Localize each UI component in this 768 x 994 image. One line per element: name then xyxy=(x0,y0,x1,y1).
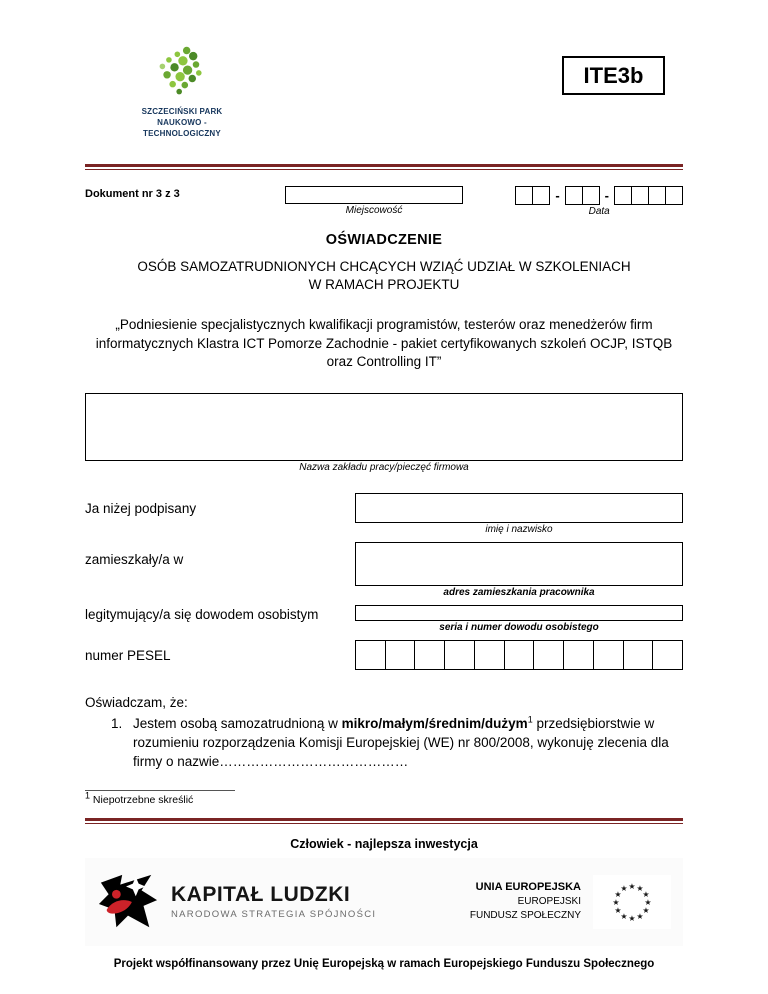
eu-line1: UNIA EUROPEJSKA xyxy=(475,880,581,893)
svg-text:★: ★ xyxy=(612,897,620,907)
document-title: OŚWIADCZENIE xyxy=(325,232,443,248)
address-label: zamieszkały/a w xyxy=(85,552,184,568)
pesel-digit-cell[interactable] xyxy=(385,640,416,670)
svg-text:★: ★ xyxy=(636,883,644,893)
id-card-row xyxy=(85,605,683,633)
pesel-row xyxy=(85,640,683,670)
doc-number: Dokument nr 3 z 3 xyxy=(85,188,180,200)
org-name-line1: SZCZECIŃSKI PARK xyxy=(141,107,223,116)
pesel-digit-cell[interactable] xyxy=(652,640,683,670)
place-field-group xyxy=(285,186,463,216)
name-input[interactable] xyxy=(355,493,683,523)
place-input[interactable] xyxy=(285,186,463,204)
cofinancing-statement: Projekt współfinansowany przez Unię Europejską w ramach Europejskiego Funduszu Społecznego xyxy=(113,957,655,970)
document-subtitle-line1: OSÓB SAMOZATRUDNIONYCH CHCĄCYCH WZIĄĆ UDZIAŁ W SZKOLENIACH xyxy=(137,259,631,274)
divider-top xyxy=(85,164,683,170)
pesel-digit-cell[interactable] xyxy=(355,640,386,670)
date-cell[interactable] xyxy=(614,186,632,205)
address-row xyxy=(85,542,683,598)
id-card-input[interactable] xyxy=(355,605,683,621)
svg-text:★: ★ xyxy=(642,905,650,915)
eu-logo-block xyxy=(470,875,671,929)
date-cell[interactable] xyxy=(665,186,683,205)
declaration-item-1 xyxy=(85,715,683,772)
svg-text:★: ★ xyxy=(628,913,636,923)
pesel-digit-cell[interactable] xyxy=(593,640,624,670)
declaration-section xyxy=(85,694,683,772)
date-year-cells xyxy=(614,186,683,205)
date-separator: - xyxy=(604,188,609,203)
footnote-divider xyxy=(85,790,235,791)
declaration-bold-options: mikro/małym/średnim/dużym xyxy=(341,715,528,731)
footer-logos xyxy=(85,858,683,946)
pesel-label: numer PESEL xyxy=(85,648,171,664)
svg-text:★: ★ xyxy=(636,911,644,921)
declaration-item-number: 1. xyxy=(111,715,123,731)
address-caption: adres zamieszkania pracownika xyxy=(443,587,595,599)
kapital-ludzki-subtitle: NARODOWA STRATEGIA SPÓJNOŚCI xyxy=(171,909,377,921)
date-day-cells xyxy=(515,186,550,205)
date-separator: - xyxy=(555,188,560,203)
document-header xyxy=(0,0,768,164)
eu-flag-icon xyxy=(593,875,671,929)
kapital-ludzki-title: KAPITAŁ LUDZKI xyxy=(171,883,351,907)
date-cell[interactable] xyxy=(631,186,649,205)
kapital-ludzki-logo xyxy=(97,871,376,933)
personal-data-form xyxy=(85,493,683,670)
pesel-digit-cell[interactable] xyxy=(623,640,654,670)
date-cell[interactable] xyxy=(582,186,600,205)
eu-text xyxy=(470,880,581,923)
pesel-digit-cell[interactable] xyxy=(563,640,594,670)
date-field-group xyxy=(515,186,683,217)
footnote-reference: 1 xyxy=(527,714,533,725)
date-cell[interactable] xyxy=(515,186,533,205)
date-cell[interactable] xyxy=(648,186,666,205)
document-subtitle xyxy=(0,258,768,294)
kapital-ludzki-icon xyxy=(97,871,159,933)
document-code-box xyxy=(562,56,665,95)
address-input[interactable] xyxy=(355,542,683,586)
date-cell[interactable] xyxy=(532,186,550,205)
svg-text:★: ★ xyxy=(644,897,652,907)
kapital-ludzki-text xyxy=(171,883,376,920)
pesel-digit-cell[interactable] xyxy=(474,640,505,670)
company-box-caption: Nazwa zakładu pracy/pieczęć firmowa xyxy=(299,462,469,474)
company-stamp-box[interactable] xyxy=(85,393,683,461)
pesel-digit-cell[interactable] xyxy=(533,640,564,670)
pesel-grid xyxy=(355,640,683,670)
divider-bottom xyxy=(85,818,683,824)
svg-text:★: ★ xyxy=(614,905,622,915)
date-cell[interactable] xyxy=(565,186,583,205)
document-subtitle-line2: W RAMACH PROJEKTU xyxy=(308,277,460,293)
svg-text:★: ★ xyxy=(620,911,628,921)
pesel-digit-cell[interactable] xyxy=(414,640,445,670)
declaration-item-text: Jestem osobą samozatrudnioną w mikro/małym/średnim/dużym$^1$ przedsiębiorstwie w rozumieniu rozporządzenia Komisji Europejskiej (WE) nr 800/2008, wykonuję zlecenia dla firmy o nazwie…………………………………… xyxy=(133,714,669,769)
id-card-caption: seria i numer dowodu osobistego xyxy=(439,622,599,634)
eu-line2: EUROPEJSKI xyxy=(517,896,581,908)
id-card-label: legitymujący/a się dowodem osobistym xyxy=(85,607,319,623)
name-label: Ja niżej podpisany xyxy=(85,501,197,517)
pesel-digit-cell[interactable] xyxy=(504,640,535,670)
svg-text:★: ★ xyxy=(642,889,650,899)
eu-line3: FUNDUSZ SPOŁECZNY xyxy=(469,910,581,922)
svg-text:★: ★ xyxy=(620,883,628,893)
name-caption: imię i nazwisko xyxy=(485,524,553,536)
motto: Człowiek - najlepsza inwestycja xyxy=(290,836,478,851)
name-row xyxy=(85,493,683,535)
project-title: „Podniesienie specjalistycznych kwalifikacji programistów, testerów oraz menedżerów firm informatycznych Klastra ICT Pomorze Zachodnie - pakiet certyfikowanych szkoleń OCJP, ISTQB oraz Controlling IT” xyxy=(95,317,673,369)
meta-row xyxy=(85,186,683,217)
document-code: ITE3b xyxy=(583,62,644,88)
spnt-logo-icon xyxy=(122,44,242,100)
date-month-cells xyxy=(565,186,600,205)
footnote: $^1$ Niepotrzebne skreślić xyxy=(85,790,194,806)
pesel-digit-cell[interactable] xyxy=(444,640,475,670)
date-caption: Data xyxy=(588,206,610,217)
org-name-line2: NAUKOWO - TECHNOLOGICZNY xyxy=(143,117,221,138)
footnote-marker: 1 xyxy=(85,790,91,801)
spnt-logo xyxy=(120,44,244,139)
place-caption: Miejscowość xyxy=(345,205,403,216)
svg-text:★: ★ xyxy=(628,881,636,891)
declaration-heading: Oświadczam, że: xyxy=(85,695,188,711)
svg-text:★: ★ xyxy=(614,889,622,899)
